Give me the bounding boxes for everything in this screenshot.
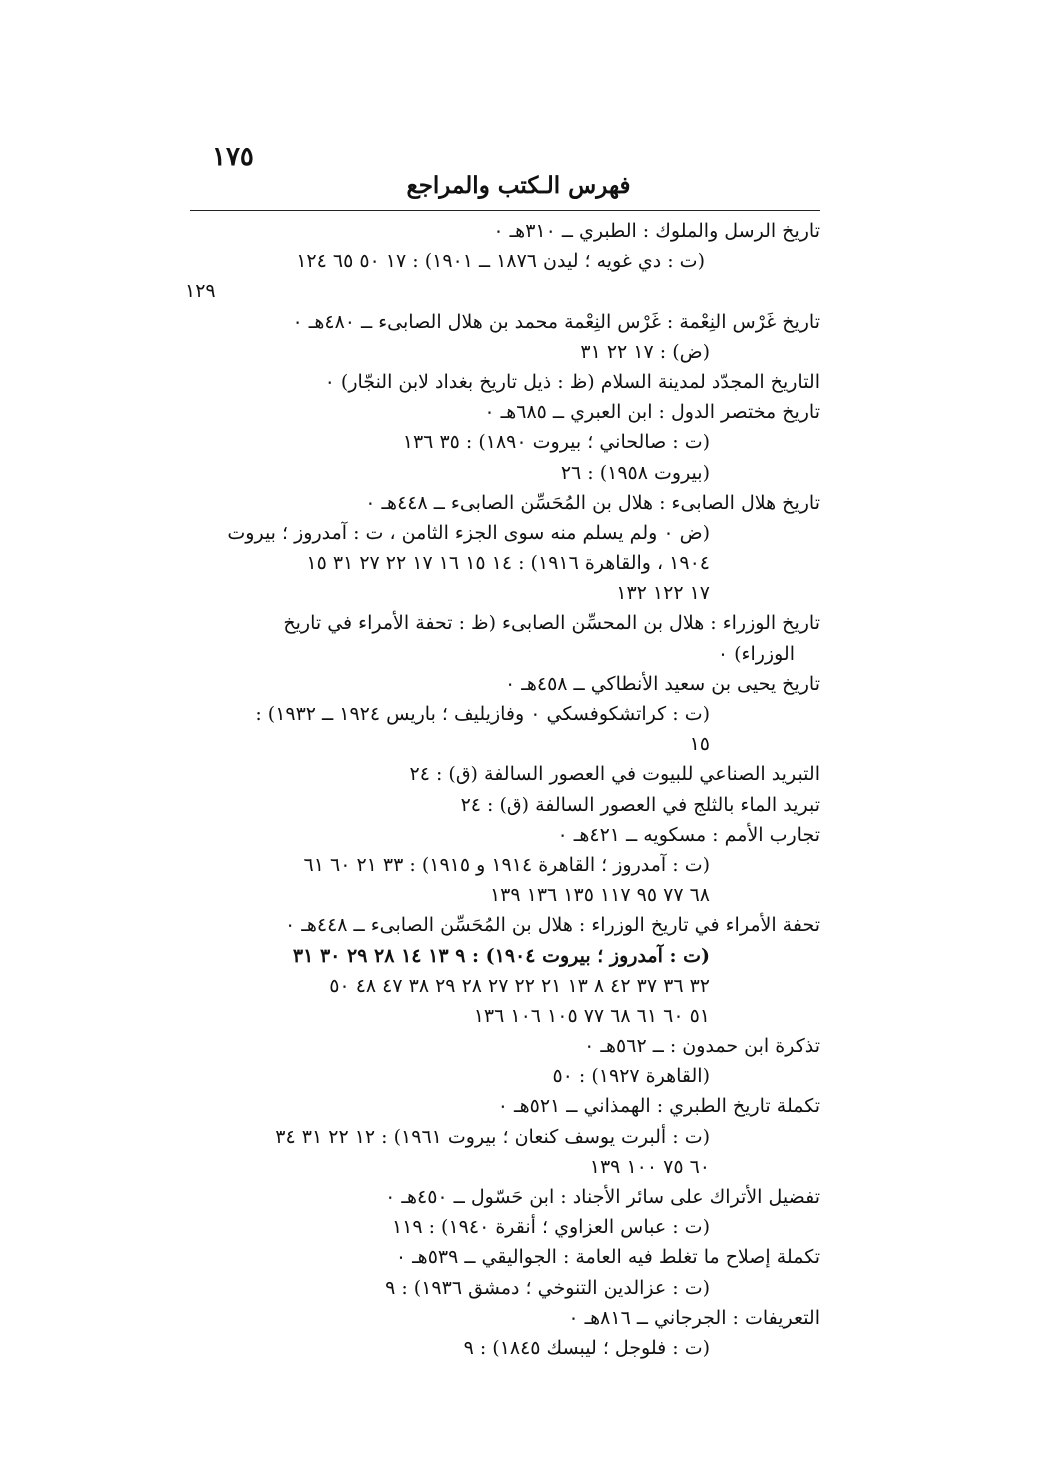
entry-detail: (ت : آمدروز ؛ بيروت ١٩٠٤) : ٩ ١٣ ١٤ ٢٨ ٢٩ ٣٠ ٣١ — [292, 944, 710, 967]
bibliography-list — [185, 216, 820, 1363]
page-number: ١٧٥ — [212, 142, 254, 172]
entry-title: تاريخ غَرْس النِعْمة : غَرْس النِعْمة محمد بن هلال الصابىء ــ ٤٨٠هـ ٠ — [292, 310, 820, 333]
entry-detail: (ت : ألبرت يوسف كنعان ؛ بيروت ١٩٦١) : ١٢ ٢٢ ٣١ ٣٤ — [275, 1125, 710, 1148]
entry-title: تجارب الأمم : مسكويه ــ ٤٢١هـ ٠ — [557, 823, 820, 846]
entry-detail: ٦٨ ٧٧ ٩٥ ١١٧ ١٣٥ ١٣٦ ١٣٩ — [489, 884, 710, 907]
entry-title: تكملة إصلاح ما تغلط فيه العامة : الجواليقي ــ ٥٣٩هـ ٠ — [395, 1246, 820, 1269]
entry-title: تكملة تاريخ الطبري : الهمذاني ــ ٥٢١هـ ٠ — [497, 1095, 820, 1118]
entry-detail: ١٩٠٤ ، والقاهرة ١٩١٦) : ١٤ ١٥ ١٦ ١٧ ٢٢ ٢٧ ٣١ ١٥ — [306, 552, 710, 575]
header-rule — [190, 210, 820, 211]
entry-detail: (ت : فلوجل ؛ ليبسك ١٨٤٥) : ٩ — [463, 1336, 710, 1359]
entry-detail: (ت : آمدروز ؛ القاهرة ١٩١٤ و ١٩١٥) : ٣٣ ٢١ ٦٠ ٦١ — [303, 853, 710, 876]
entry-detail: ٦٠ ٧٥ ١٠٠ ١٣٩ — [589, 1155, 710, 1178]
entry-title: تفضيل الأتراك على سائر الأجناد : ابن حَسّول ــ ٤٥٠هـ ٠ — [385, 1186, 820, 1208]
entry-detail: الوزراء) ٠ — [717, 642, 795, 665]
entry-title: تذكرة ابن حمدون : ــ ٥٦٢هـ ٠ — [584, 1035, 820, 1058]
entry-detail: ٥١ ٦٠ ٦١ ٦٨ ٧٧ ١٠٥ ١٠٦ ١٣٦ — [473, 1004, 710, 1027]
entry-title: تاريخ الرسل والملوك : الطبري ــ ٣١٠هـ ٠ — [493, 220, 820, 242]
entry-title: تبريد الماء بالثلج في العصور السالفة (ق) : ٢٤ — [460, 793, 820, 816]
entry-title: تاريخ الوزراء : هلال بن المحسِّن الصابىء (ظ : تحفة الأمراء في تاريخ — [283, 612, 820, 635]
entry-detail: ٣٢ ٣٦ ٣٧ ٤٢ ٨ ١٣ ٢١ ٢٢ ٢٧ ٢٨ ٢٩ ٣٨ ٤٧ ٤٨ ٥٠ — [329, 974, 710, 997]
entry-detail: (ت : دي غويه ؛ ليدن ١٨٧٦ ــ ١٩٠١) : ١٧ ٥٠ ٦٥ ١٢٤ — [296, 250, 705, 273]
entry-detail: ١٥ — [689, 733, 710, 756]
entry-detail: (ض ٠ ولم يسلم منه سوى الجزء الثامن ، ت : آمدروز ؛ بيروت — [227, 521, 710, 544]
entry-title: تاريخ مختصر الدول : ابن العبري ــ ٦٨٥هـ ٠ — [484, 401, 820, 424]
entry-detail: ١٧ ١٢٢ ١٣٢ — [616, 582, 710, 605]
entry-detail: (ت : عباس العزاوي ؛ أنقرة ١٩٤٠) : ١١٩ — [391, 1216, 710, 1239]
entry-title: التبريد الصناعي للبيوت في العصور السالفة (ق) : ٢٤ — [409, 763, 820, 786]
entry-detail: (ض) : ١٧ ٢٢ ٣١ — [580, 340, 710, 363]
entry-title: التعريفات : الجرجاني ــ ٨١٦هـ ٠ — [568, 1306, 820, 1329]
entry-title: التاريخ المجدّد لمدينة السلام (ظ : ذيل تاريخ بغداد لابن النجّار) ٠ — [324, 370, 820, 393]
entry-detail: (ت : كراتشكوفسكي ٠ وفازيليف ؛ باريس ١٩٢٤ ــ ١٩٣٢) : — [255, 703, 710, 725]
entry-detail: (بيروت ١٩٥٨) : ٢٦ — [560, 461, 710, 484]
entry-detail: (ت : عزالدين التنوخي ؛ دمشق ١٩٣٦) : ٩ — [385, 1276, 710, 1299]
entry-title: تاريخ يحيى بن سعيد الأنطاكي ــ ٤٥٨هـ ٠ — [505, 672, 820, 695]
entry-detail: (القاهرة ١٩٢٧) : ٥٠ — [552, 1065, 710, 1088]
entry-detail: ١٢٩ — [185, 280, 216, 303]
running-head: فهرس الـكتب والمراجع — [406, 172, 631, 199]
entry-title: تاريخ هلال الصابىء : هلال بن المُحَسِّن الصابىء ــ ٤٤٨هـ ٠ — [365, 491, 820, 514]
entry-title: تحفة الأمراء في تاريخ الوزراء : هلال بن المُحَسِّن الصابىء ــ ٤٤٨هـ ٠ — [285, 914, 820, 937]
entry-detail: (ت : صالحاني ؛ بيروت ١٨٩٠) : ٣٥ ١٣٦ — [402, 431, 710, 454]
